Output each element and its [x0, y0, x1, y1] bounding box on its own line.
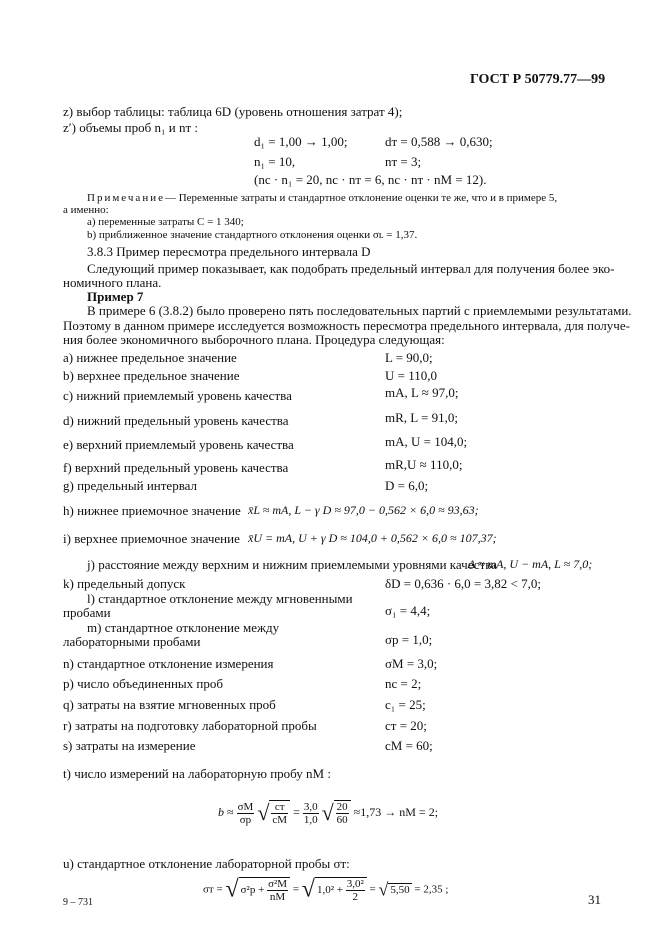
sqrt-sigma-t [239, 877, 290, 903]
item-r-value: cт = 20; [385, 718, 427, 733]
formula-b-result: ≈1,73 → nM = 2; [353, 804, 439, 819]
formula-d1: d₁ = 1,00 → 1,00; [254, 134, 348, 149]
fraction-sigma-num: σM [237, 800, 254, 813]
fraction-numeric2-den: 60 [336, 814, 348, 826]
item-f-value: mR,U ≈ 110,0; [385, 457, 463, 472]
note-line-1 [87, 192, 557, 205]
sqrt-numeric [334, 800, 351, 826]
sqrt-sigma-t-inner: σ²p + [240, 884, 265, 897]
fraction-302-num: 3,0² [346, 878, 364, 890]
item-p-value: nс = 2; [385, 676, 422, 691]
note-label: Примечание [87, 192, 165, 204]
item-c-label: c) нижний приемлемый уровень качества [63, 388, 292, 403]
item-d-value: mR, L = 91,0; [385, 410, 458, 425]
example-para-1: В примере 6 (3.8.2) было проверено пять последовательных партий с приемлемыми результатами. [87, 303, 632, 318]
formula-b-symbol: b [218, 804, 224, 819]
note-line-2: а именно: [63, 204, 109, 216]
formula-eq-2: = [369, 883, 376, 896]
formula-b-approx: ≈ [227, 804, 234, 819]
sqrt-icon-4: √ [301, 876, 315, 903]
item-a-label: a) нижнее предельное значение [63, 350, 237, 365]
item-j-label: j) расстояние между верхним и нижним приемлемыми уровнями качества [87, 557, 497, 572]
page-number: 31 [588, 892, 601, 907]
item-a-value: L = 90,0; [385, 350, 433, 365]
item-l-value: σ₁ = 4,4; [385, 603, 431, 618]
section-para-1: Следующий пример показывает, как подобрать предельный интервал для получения более эко- [87, 261, 615, 276]
item-u-label: u) стандартное отклонение лабораторной пробы σт: [63, 856, 350, 871]
formula-dT: dт = 0,588 → 0,630; [385, 134, 493, 149]
footer-code: 9 – 731 [63, 897, 93, 908]
item-h-formula: x̄L ≈ mA, L − γ D ≈ 97,0 − 0,562 × 6,0 ≈ 93,63; [248, 503, 479, 517]
fraction-numeric [303, 801, 319, 826]
formula-n1: n₁ = 10, [254, 154, 296, 169]
formula-sigma-t [203, 877, 448, 903]
fraction-sm2-den: nM [269, 891, 286, 903]
sqrt-numeric-2 [315, 877, 367, 903]
item-p-label: p) число объединенных проб [63, 676, 223, 691]
fraction-numeric-num: 3,0 [303, 800, 318, 813]
item-m-value: σp = 1,0; [385, 632, 433, 647]
example-title: Пример 7 [87, 289, 144, 304]
note-text: — Переменные затраты и стандартное отклонение оценки те же, что и в примере 5, [164, 192, 558, 204]
item-n-label: n) стандартное отклонение измерения [63, 656, 274, 671]
sqrt-cost-ratio [269, 800, 290, 826]
item-g-label: g) предельный интервал [63, 478, 198, 493]
formula-sigma-t-result: = 2,35 ; [414, 883, 449, 896]
item-z-prime: z′) объемы проб n₁ и nт : [63, 120, 199, 135]
note-a: а) переменные затраты C = 1 340; [87, 216, 244, 228]
note-b: b) приближенное значение стандартного отклонения оценки σʟ = 1,37. [87, 229, 418, 241]
item-l-label-1: l) стандартное отклонение между мгновенными [87, 591, 353, 606]
fraction-sigma-den: σp [239, 813, 252, 826]
item-g-value: D = 6,0; [385, 478, 429, 493]
sqrt-550: 5,50 [390, 884, 410, 896]
fraction-302-den: 2 [352, 891, 359, 903]
item-e-label: e) верхний приемлемый уровень качества [63, 437, 294, 452]
example-para-3: ния более экономичного выборочного плана. Процедура следующая: [63, 332, 445, 347]
document-header: ГОСТ Р 50779.77—99 [470, 72, 606, 87]
item-l-label-2: пробами [63, 605, 111, 620]
fraction-numeric2-num: 20 [336, 801, 348, 813]
item-s-value: cM = 60; [385, 738, 433, 753]
item-q-label: q) затраты на взятие мгновенных проб [63, 697, 276, 712]
sqrt-icon: √ [257, 800, 270, 825]
sqrt-icon-5: √ [378, 879, 389, 900]
item-b-value: U = 110,0 [385, 368, 437, 383]
item-c-value: mA, L ≈ 97,0; [385, 385, 459, 400]
item-h-label: h) нижнее приемочное значение [63, 503, 241, 518]
item-z: z) выбор таблицы: таблица 6D (уровень отношения затрат 4); [63, 104, 403, 119]
item-k-label: k) предельный допуск [63, 576, 186, 591]
item-n-value: σM = 3,0; [385, 656, 438, 671]
item-m-label-2: лабораторными пробами [63, 634, 201, 649]
item-t-label: t) число измерений на лабораторную пробу nM : [63, 766, 331, 781]
item-e-value: mA, U = 104,0; [385, 434, 468, 449]
item-q-value: c₁ = 25; [385, 697, 426, 712]
item-j-formula: Δ ≈ mA, U − mA, L ≈ 7,0; [468, 557, 593, 571]
item-r-label: r) затраты на подготовку лабораторной пробы [63, 718, 317, 733]
sqrt-icon-2: √ [321, 800, 334, 825]
formula-products: (nс · n₁ = 20, nс · nт = 6, nс · nт · nМ = 12). [254, 172, 487, 187]
formula-b: b ≈ $\frac{\sigma M}{\sigma p}$ √ $\frac{cт}{cM}$ = $\frac{3,0}{1,0}$ √ $\frac{20}{60}$ ≈1,73 → nM = 2; [218, 800, 439, 826]
item-d-label: d) нижний предельный уровень качества [63, 413, 289, 428]
item-k-value: δD = 0,636 · 6,0 = 3,82 < 7,0; [385, 576, 541, 591]
sqrt-icon-3: √ [225, 876, 239, 903]
fraction-cost-num: cт [271, 801, 288, 814]
fraction-numeric-den: 1,0 [303, 813, 318, 826]
fraction-sm2-num: σ²M [268, 878, 288, 890]
item-i-formula: x̄U = mA, U + γ D ≈ 104,0 + 0,562 × 6,0 ≈ 107,37; [248, 531, 497, 545]
fraction-sigma [237, 801, 255, 826]
section-title: 3.8.3 Пример пересмотра предельного интервала D [87, 244, 371, 259]
formula-nT: nт = 3; [385, 154, 422, 169]
formula-sigma-t-lhs: σт = [203, 883, 223, 896]
sqrt-numeric-2-inner: 1,0² + [316, 884, 343, 897]
item-b-label: b) верхнее предельное значение [63, 368, 240, 383]
fraction-cost-den: cM [272, 814, 288, 826]
item-i-label: i) верхнее приемочное значение [63, 531, 240, 546]
example-para-2: Поэтому в данном примере исследуется возможность пересмотра предельного интервала, для получе- [63, 318, 630, 333]
item-f-label: f) верхний предельный уровень качества [63, 460, 289, 475]
formula-eq-1: = [292, 883, 300, 896]
item-s-label: s) затраты на измерение [63, 738, 196, 753]
item-m-label-1: m) стандартное отклонение между [87, 620, 280, 635]
section-para-2: номичного плана. [63, 275, 162, 290]
